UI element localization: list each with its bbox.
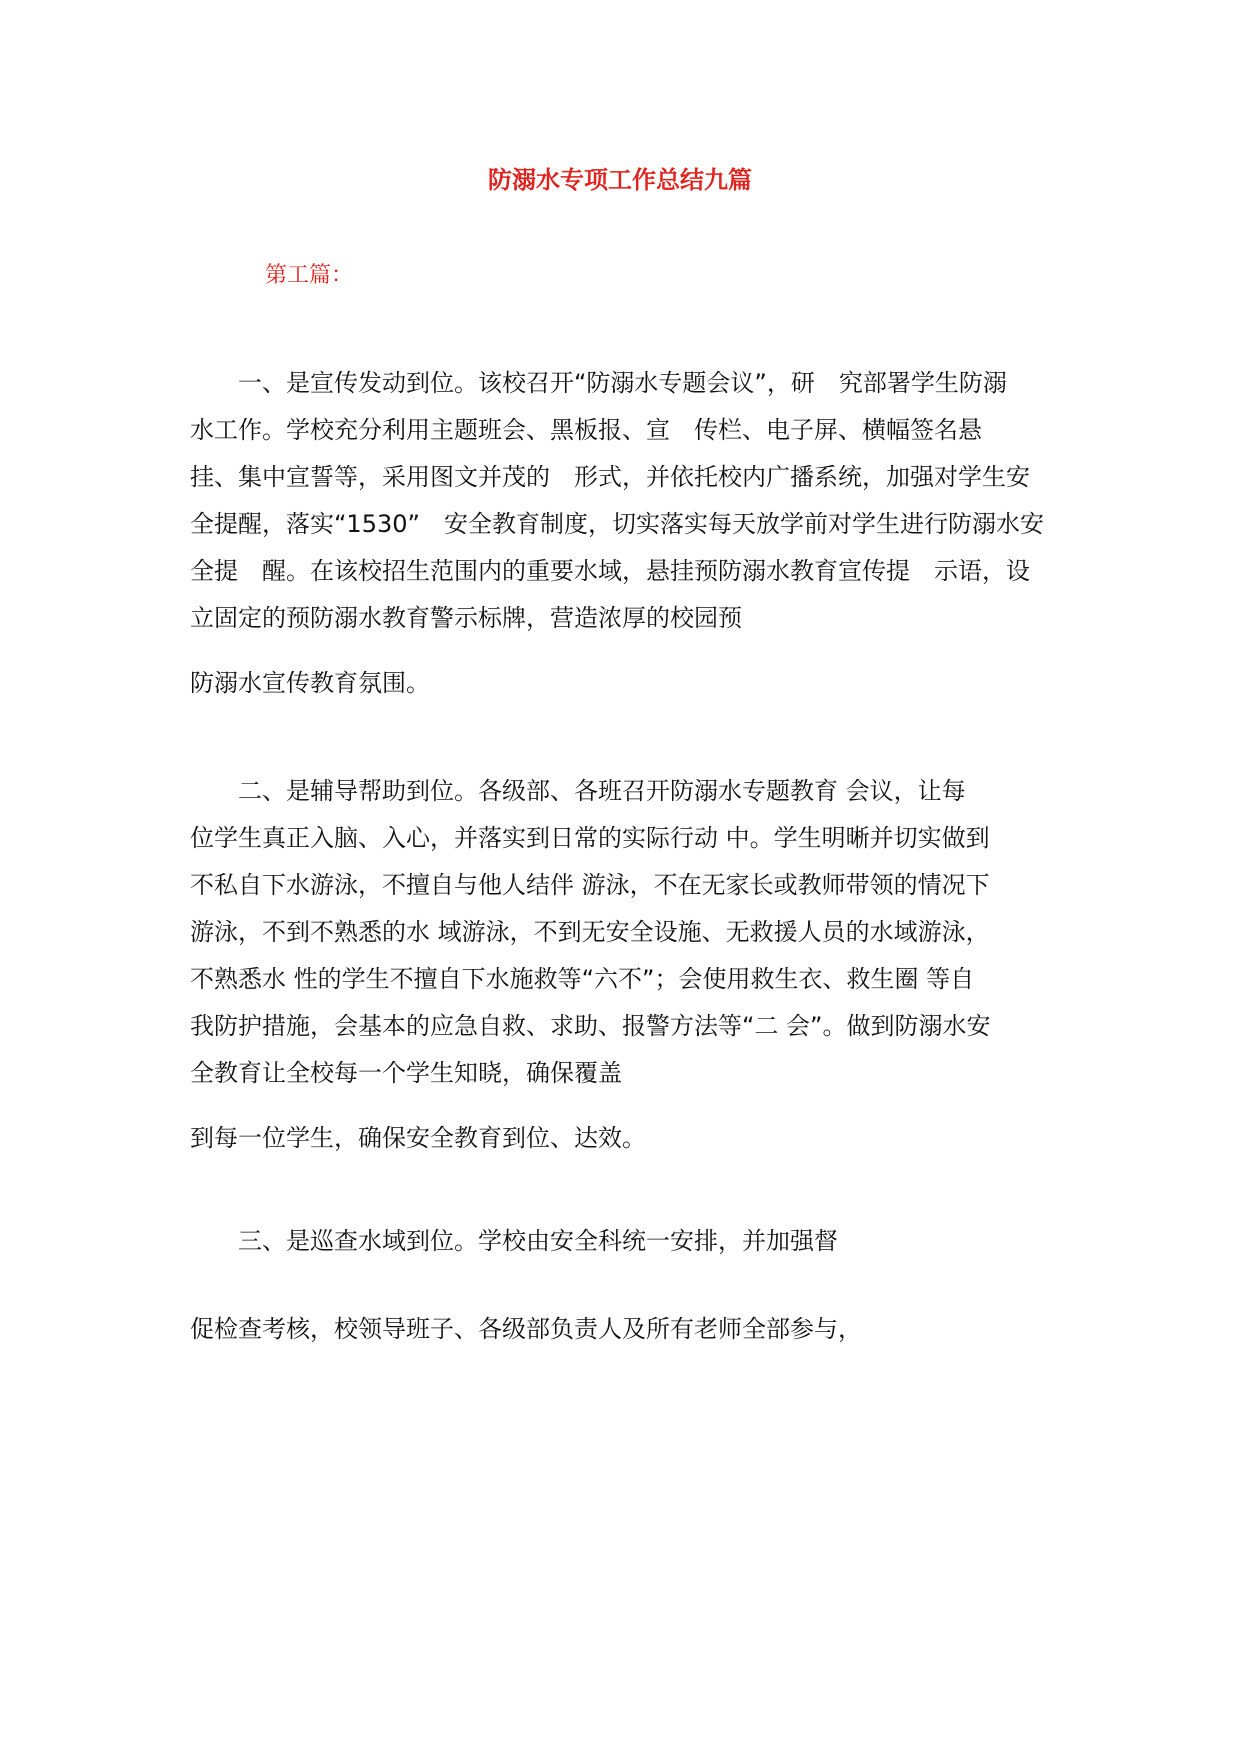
paragraph-2-line: 不熟悉水 性的学生不擅自下水施救等“六不”；会使用救生衣、救生圈 等自	[190, 965, 975, 993]
paragraph-2-tail-line: 到每一位学生，确保安全教育到位、达效。	[190, 1124, 646, 1152]
paragraph-3-tail-line: 促检查考核，校领导班子、各级部负责人及所有老师全部参与，	[190, 1315, 862, 1343]
section-label: 第工篇：	[265, 263, 354, 288]
paragraph-3-tail	[190, 1306, 1090, 1353]
paragraph-2-line: 我防护措施，会基本的应急自救、求助、报警方法等“二 会”。做到防溺水安	[190, 1012, 991, 1040]
paragraph-1-line: 全提醒，落实“1530” 安全教育制度，切实落实每天放学前对学生进行防溺水安	[190, 510, 1044, 538]
paragraph-1-line: 挂、集中宣誓等，采用图文并茂的 形式，并依托校内广播系统，加强对学生安	[190, 463, 1030, 491]
paragraph-3	[190, 1218, 1090, 1265]
paragraph-3-line: 三、是巡查水域到位。学校由安全科统一安排，并加强督	[190, 1227, 838, 1255]
paragraph-2-line: 全教育让全校每一个学生知晓，确保覆盖	[190, 1059, 622, 1087]
paragraph-2-line: 不私自下水游泳，不擅自与他人结伴 游泳，不在无家长或教师带领的情况下	[190, 871, 990, 899]
paragraph-1-line: 立固定的预防溺水教育警示标牌，营造浓厚的校园预	[190, 604, 742, 632]
paragraph-1-line: 水工作。学校充分利用主题班会、黑板报、宣 传栏、电子屏、横幅签名悬	[190, 416, 982, 444]
paragraph-2-tail	[190, 1115, 1090, 1162]
paragraph-2-line: 位学生真正入脑、入心，并落实到日常的实际行动 中。学生明晰并切实做到	[190, 824, 990, 852]
paragraph-2-line: 二、是辅导帮助到位。各级部、各班召开防溺水专题教育 会议，让每	[190, 777, 966, 805]
paragraph-1-line: 一、是宣传发动到位。该校召开“防溺水专题会议”，研 究部署学生防溺	[190, 369, 1007, 397]
document-title: 防溺水专项工作总结九篇	[488, 166, 752, 194]
paragraph-1-line: 全提 醒。在该校招生范围内的重要水域，悬挂预防溺水教育宣传提 示语，设	[190, 557, 1030, 585]
paragraph-1	[190, 360, 1090, 642]
paragraph-1-tail-line: 防溺水宣传教育氛围。	[190, 669, 430, 697]
paragraph-1-tail	[190, 660, 1090, 707]
paragraph-2	[190, 768, 1090, 1097]
paragraph-2-line: 游泳，不到不熟悉的水 域游泳，不到无安全设施、无救援人员的水域游泳，	[190, 918, 990, 946]
